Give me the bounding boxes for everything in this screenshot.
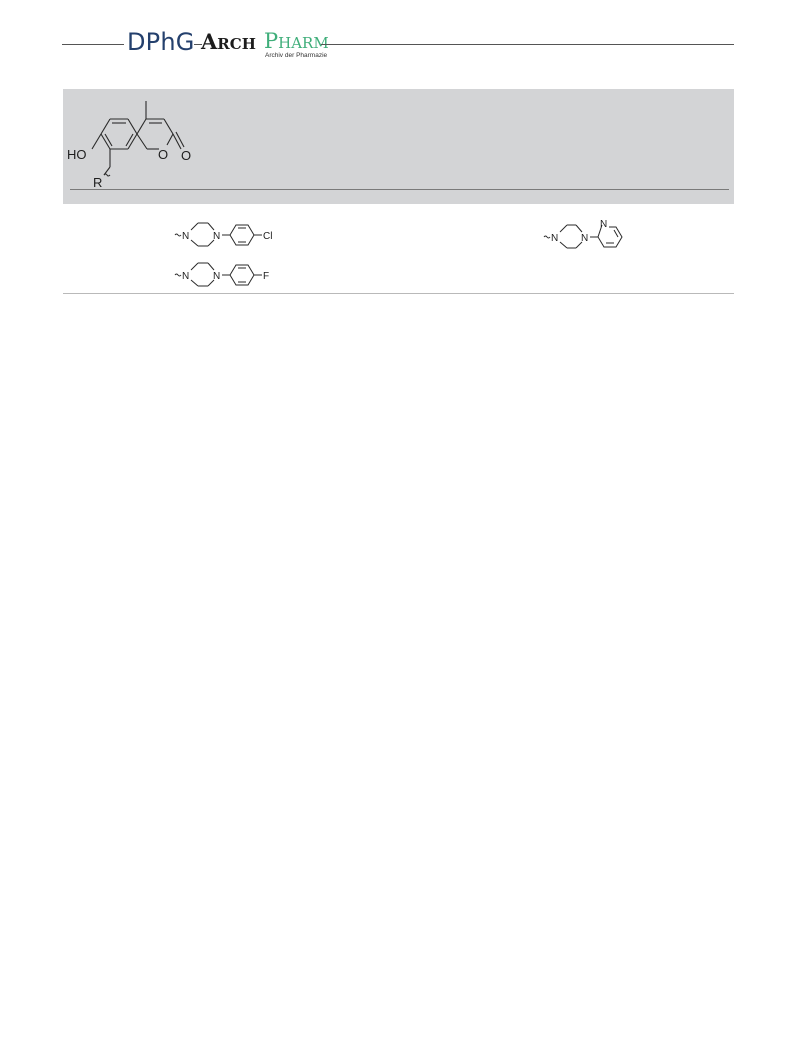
- ring-oxygen-label: O: [158, 147, 169, 162]
- hydroxy-label: HO: [67, 147, 87, 162]
- substituent-fluorophenylpiperazine: [172, 258, 287, 290]
- piperazine-n1-label: N: [182, 271, 190, 282]
- piperazine-n4-label: N: [213, 231, 221, 242]
- piperazine-n1-label: N: [182, 231, 190, 242]
- logo-subtitle: Archiv der Pharmazie: [265, 52, 328, 59]
- substituent-pyridylpiperazine: [541, 216, 636, 252]
- logo-pharm: Pharm: [264, 29, 329, 53]
- logo-arch: Arch: [201, 29, 256, 54]
- carbonyl-oxygen-label: O: [181, 148, 192, 163]
- fluoro-label: F: [263, 271, 270, 282]
- chloro-label: Cl: [263, 231, 273, 242]
- scaffold-panel: [63, 89, 734, 204]
- substituent-chlorophenylpiperazine: [172, 218, 287, 250]
- piperazine-n4-label: N: [213, 271, 221, 282]
- piperazine-n4-label: N: [581, 233, 589, 244]
- header-rule-left: [62, 44, 124, 45]
- coumarin-scaffold-structure: [63, 89, 213, 189]
- piperazine-n1-label: N: [551, 233, 559, 244]
- logo-dphg: DPhG: [127, 28, 195, 56]
- panel-divider: [70, 189, 729, 190]
- pyridine-n-label: N: [600, 219, 608, 230]
- table-bottom-rule: [63, 293, 734, 294]
- header-rule-right: [321, 44, 734, 45]
- substituent-r-label: R: [93, 175, 103, 190]
